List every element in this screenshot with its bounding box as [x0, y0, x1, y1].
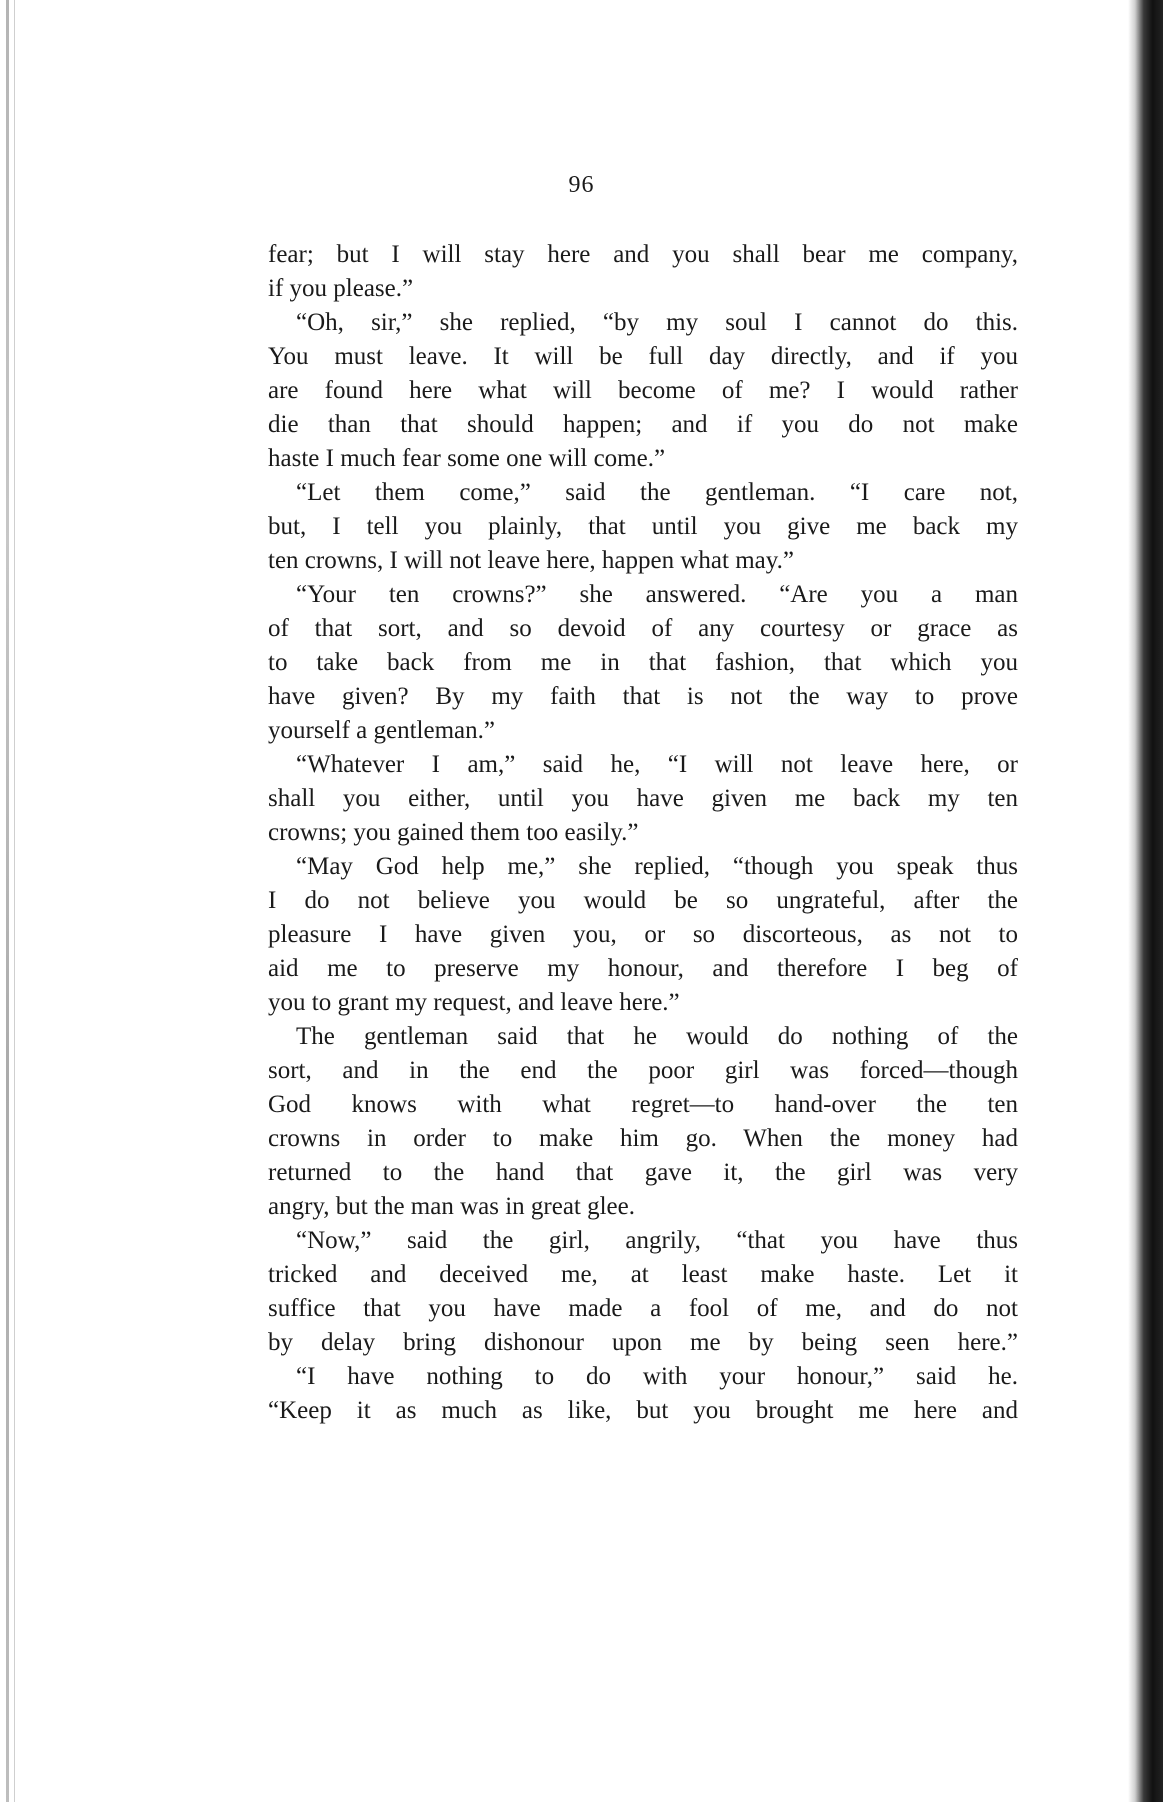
text-line: ten crowns, I will not leave here, happen what may.” [268, 547, 794, 574]
text-line: shall you either, until you have given me back my ten [268, 785, 1018, 812]
text-line: but, I tell you plainly, that until you give me back my [268, 513, 1018, 540]
text-line: pleasure I have given you, or so discorteous, as not to [268, 921, 1018, 948]
text-line: “Oh, sir,” she replied, “by my soul I cannot do this. [296, 309, 1018, 336]
text-line: angry, but the man was in great glee. [268, 1193, 636, 1220]
scan-edge-left-line [14, 0, 15, 1802]
text-line: aid me to preserve my honour, and therefore I beg of [268, 955, 1018, 982]
text-line: die than that should happen; and if you do not make [268, 411, 1018, 438]
text-line: fear; but I will stay here and you shall bear me company, [268, 241, 1018, 268]
text-line: tricked and deceived me, at least make haste. Let it [268, 1261, 1018, 1288]
text-line: returned to the hand that gave it, the girl was very [268, 1159, 1018, 1186]
text-line: I do not believe you would be so ungrateful, after the [268, 887, 1018, 914]
text-line: if you please.” [268, 275, 414, 302]
text-line: “Keep it as much as like, but you brought me here and [268, 1397, 1018, 1424]
text-line: by delay bring dishonour upon me by being seen here.” [268, 1329, 1018, 1356]
text-line: haste I much fear some one will come.” [268, 445, 666, 472]
text-line: crowns; you gained them too easily.” [268, 819, 639, 846]
text-line: have given? By my faith that is not the way to prove [268, 683, 1018, 710]
text-line: The gentleman said that he would do nothing of the [296, 1023, 1018, 1050]
scan-edge-right [1128, 0, 1163, 1802]
text-line: God knows with what regret—to hand-over the ten [268, 1091, 1018, 1118]
body-text [268, 238, 1018, 1428]
text-line: you to grant my request, and leave here.” [268, 989, 680, 1016]
text-line: to take back from me in that fashion, that which you [268, 649, 1018, 676]
text-line: of that sort, and so devoid of any courtesy or grace as [268, 615, 1018, 642]
text-line: yourself a gentleman.” [268, 717, 495, 744]
text-line: You must leave. It will be full day directly, and if you [268, 343, 1018, 370]
text-line: “Whatever I am,” said he, “I will not leave here, or [296, 751, 1018, 778]
text-line: sort, and in the end the poor girl was forced—though [268, 1057, 1018, 1084]
text-line: “Now,” said the girl, angrily, “that you have thus [296, 1227, 1018, 1254]
text-line: “Let them come,” said the gentleman. “I care not, [296, 479, 1018, 506]
scan-edge-left [6, 0, 9, 1802]
text-line: crowns in order to make him go. When the money had [268, 1125, 1018, 1152]
text-line: suffice that you have made a fool of me, and do not [268, 1295, 1018, 1322]
text-line: “I have nothing to do with your honour,” said he. [296, 1363, 1018, 1390]
text-line: “Your ten crowns?” she answered. “Are you a man [296, 581, 1018, 608]
page-number: 96 [568, 172, 595, 198]
text-line: are found here what will become of me? I would rather [268, 377, 1018, 404]
text-line: “May God help me,” she replied, “though you speak thus [296, 853, 1018, 880]
